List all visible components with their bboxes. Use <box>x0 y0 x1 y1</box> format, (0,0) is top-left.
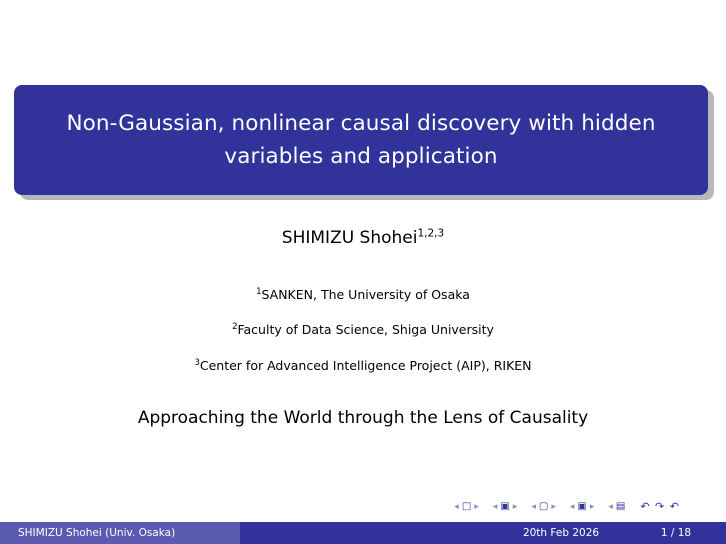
nav-next-subsection-icon[interactable]: ▸ <box>551 501 556 512</box>
author-affiliation-markers: 1,2,3 <box>417 227 445 240</box>
nav-next-frame-icon[interactable]: ▸ <box>512 501 518 512</box>
title-box <box>14 85 708 195</box>
nav-first-slide-group[interactable] <box>452 501 481 512</box>
nav-prev-frame-icon[interactable]: ◂ <box>492 501 498 512</box>
footer-bar <box>0 522 726 544</box>
affiliation-2 <box>0 322 726 337</box>
affiliation-1 <box>0 287 726 302</box>
page-title: Non-Gaussian, nonlinear causal discovery with hidden variables and application <box>66 110 656 169</box>
author-name: SHIMIZU Shohei <box>281 228 418 248</box>
nav-document-icon[interactable]: ▤ <box>615 501 626 512</box>
nav-back-forward-icon[interactable]: ↶ ↷ ↶ <box>640 500 680 513</box>
footer-date: 20th Feb 2026 <box>486 522 636 544</box>
affiliation-3 <box>0 358 726 373</box>
nav-subsection-group[interactable] <box>529 501 558 512</box>
slide-subtitle: Approaching the World through the Lens of Causality <box>137 408 589 428</box>
nav-section-group[interactable] <box>568 501 597 512</box>
nav-frame-icon[interactable]: ▣ <box>500 501 510 512</box>
affiliation-3-text: Center for Advanced Intelligence Project (AIP), RIKEN <box>199 358 532 373</box>
beamer-navigation-bar[interactable] <box>442 500 680 513</box>
affiliation-2-text: Faculty of Data Science, Shiga University <box>237 322 494 337</box>
affiliation-3-marker: 3 <box>194 357 200 368</box>
nav-document-group[interactable] <box>606 501 626 512</box>
footer-page-number: 1 / 18 <box>636 522 726 544</box>
footer-spacer <box>240 522 486 544</box>
nav-prev-section-icon[interactable]: ◂ <box>569 501 575 512</box>
nav-frame-group[interactable] <box>491 501 520 512</box>
nav-next-section-icon[interactable]: ▸ <box>589 501 595 512</box>
nav-prev-subsection-icon[interactable]: ◂ <box>531 501 536 512</box>
nav-subsection-icon[interactable]: ▢ <box>538 501 549 512</box>
nav-prev-arrow-icon[interactable]: ◂ <box>454 501 459 512</box>
author-line <box>0 228 726 248</box>
affiliation-1-text: SANKEN, The University of Osaka <box>261 287 470 302</box>
nav-back-arrow-icon[interactable]: ◂ <box>608 501 613 512</box>
affiliation-1-marker: 1 <box>256 286 262 297</box>
nav-next-arrow-icon[interactable]: ▸ <box>474 501 479 512</box>
nav-slide-square-icon[interactable]: □ <box>461 501 472 512</box>
footer-author: SHIMIZU Shohei (Univ. Osaka) <box>0 522 240 544</box>
nav-section-icon[interactable]: ▣ <box>577 501 587 512</box>
affiliation-2-marker: 2 <box>232 321 238 332</box>
